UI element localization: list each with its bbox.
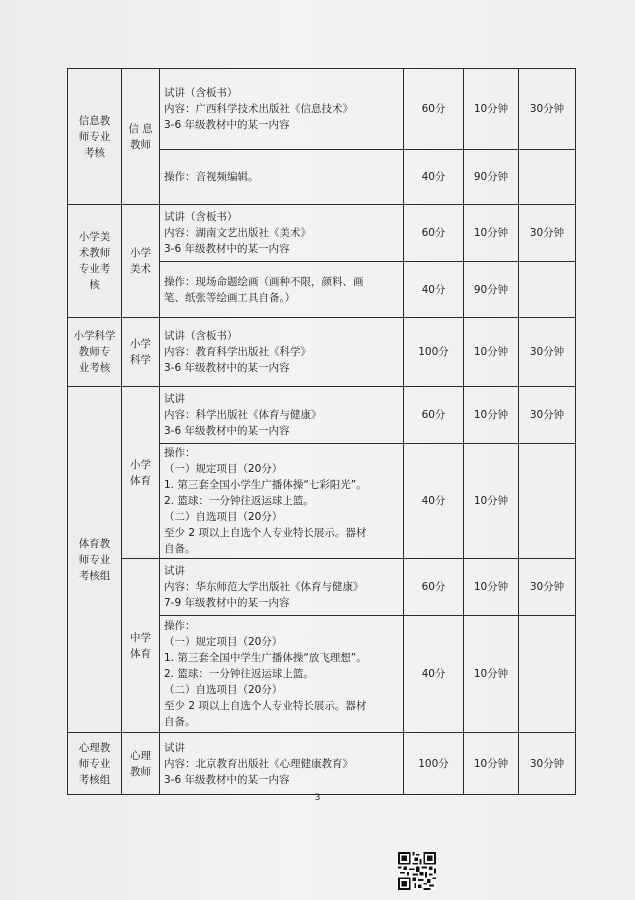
content-cell: 试讲 内容：华东师范大学出版社《体育与健康》 7-9 年级教材中的某一内容 [160, 559, 404, 616]
score-cell: 60分 [404, 69, 464, 150]
group-cell: 心理教 师专业 考核组 [68, 733, 122, 795]
subject-cell: 心理 教师 [122, 733, 160, 795]
score-cell: 100分 [404, 318, 464, 387]
content-cell: 操作：音视频编辑。 [160, 150, 404, 205]
table-row [68, 318, 576, 387]
prep-time-cell: 10分钟 [464, 318, 519, 387]
content-cell: 试讲 内容：科学出版社《体育与健康》 3-6 年级教材中的某一内容 [160, 387, 404, 444]
duration-cell: 30分钟 [519, 318, 576, 387]
content-cell: 试讲 内容：北京教育出版社《心理健康教育》 3-6 年级教材中的某一内容 [160, 733, 404, 795]
duration-cell: 30分钟 [519, 205, 576, 262]
duration-cell: 30分钟 [519, 69, 576, 150]
qr-code-icon [398, 852, 436, 890]
prep-time-cell: 10分钟 [464, 69, 519, 150]
prep-time-cell: 10分钟 [464, 205, 519, 262]
table-row [68, 205, 576, 262]
prep-time-cell: 10分钟 [464, 733, 519, 795]
score-cell: 40分 [404, 616, 464, 733]
group-cell: 小学美 术教师 专业考 核 [68, 205, 122, 318]
prep-time-cell: 90分钟 [464, 150, 519, 205]
content-cell: 试讲（含板书） 内容：广西科学技术出版社《信息技术》 3-6 年级教材中的某一内容 [160, 69, 404, 150]
duration-cell: 30分钟 [519, 733, 576, 795]
page-number: 3 [314, 793, 321, 803]
table-row [68, 733, 576, 795]
score-cell: 60分 [404, 205, 464, 262]
group-cell: 信息教 师专业 考核 [68, 69, 122, 205]
table-row [68, 387, 576, 444]
prep-time-cell: 10分钟 [464, 444, 519, 559]
content-cell: 操作： （一）规定项目（20分） 1. 第三套全国小学生广播体操“七彩阳光”。 2. 篮球：一分钟往返运球上篮。 （二）自选项目（20分） 至少 2 项以上自选个人专业特长展示。器材 自备。 [160, 444, 404, 559]
score-cell: 40分 [404, 262, 464, 318]
prep-time-cell: 10分钟 [464, 616, 519, 733]
table-row [68, 559, 576, 616]
duration-cell [519, 262, 576, 318]
score-cell: 60分 [404, 559, 464, 616]
prep-time-cell: 10分钟 [464, 387, 519, 444]
exam-table [67, 68, 576, 795]
duration-cell [519, 444, 576, 559]
subject-cell: 小学 体育 [122, 387, 160, 559]
content-cell: 操作：现场命题绘画（画种不限，颜料、画 笔、纸张等绘画工具自备。） [160, 262, 404, 318]
subject-cell: 小学 科学 [122, 318, 160, 387]
duration-cell [519, 150, 576, 205]
group-cell: 体育教 师专业 考核组 [68, 387, 122, 733]
subject-cell: 信 息 教师 [122, 69, 160, 205]
score-cell: 60分 [404, 387, 464, 444]
subject-cell: 小学 美术 [122, 205, 160, 318]
duration-cell: 30分钟 [519, 559, 576, 616]
content-cell: 试讲（含板书） 内容：教育科学出版社《科学》 3-6 年级教材中的某一内容 [160, 318, 404, 387]
duration-cell: 30分钟 [519, 387, 576, 444]
score-cell: 40分 [404, 150, 464, 205]
content-cell: 操作： （一）规定项目（20分） 1. 第三套全国中学生广播体操“放飞理想”。 2. 篮球：一分钟往返运球上篮。 （二）自选项目（20分） 至少 2 项以上自选个人专业特长展示。器材 自备。 [160, 616, 404, 733]
group-cell: 小学科学 教师专 业考核 [68, 318, 122, 387]
subject-cell: 中学 体育 [122, 559, 160, 733]
score-cell: 40分 [404, 444, 464, 559]
table-row [68, 69, 576, 150]
duration-cell [519, 616, 576, 733]
prep-time-cell: 10分钟 [464, 559, 519, 616]
score-cell: 100分 [404, 733, 464, 795]
prep-time-cell: 90分钟 [464, 262, 519, 318]
content-cell: 试讲（含板书） 内容：湖南文艺出版社《美术》 3-6 年级教材中的某一内容 [160, 205, 404, 262]
